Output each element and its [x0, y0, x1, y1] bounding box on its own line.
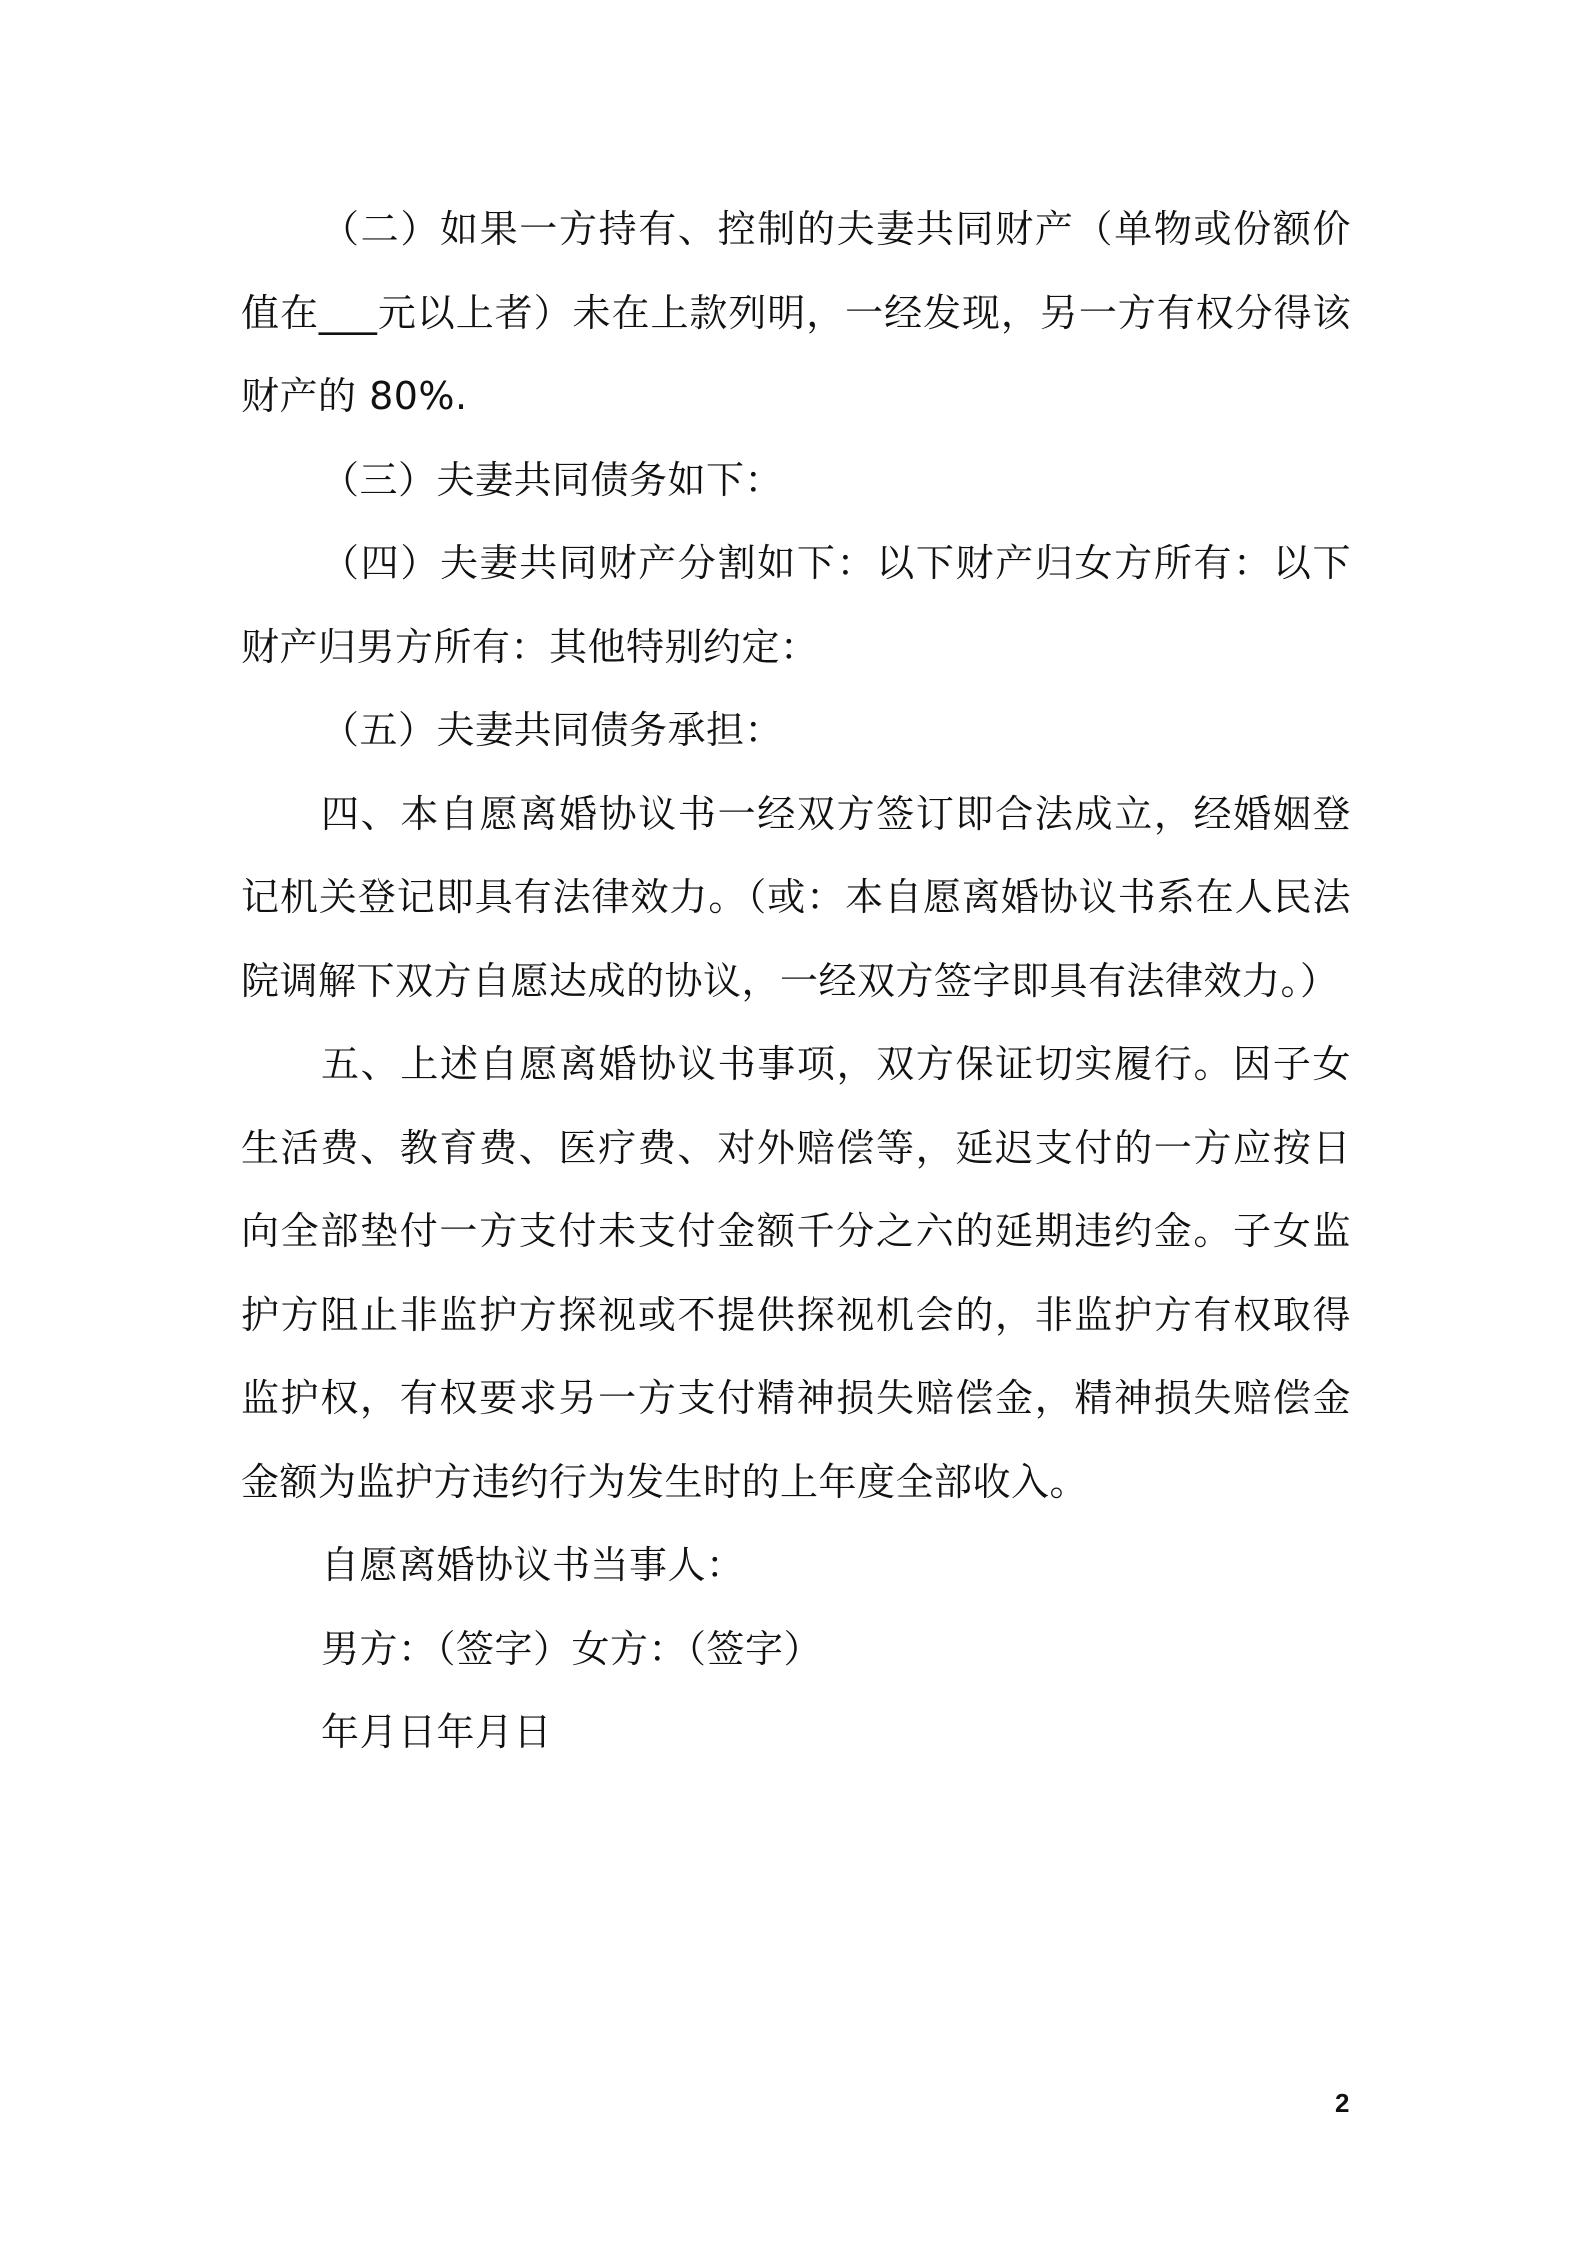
paragraph-clause-2-4: （四）夫妻共同财产分割如下：以下财产归女方所有：以下财产归男方所有：其他特别约定：: [241, 541, 1351, 669]
paragraph-clause-2-3: （三）夫妻共同债务如下：: [321, 457, 784, 502]
signature-line: 男方：（签字）女方：（签字）: [321, 1626, 823, 1671]
page-number: 2: [1335, 2088, 1350, 2118]
paragraph-clause-5: 五、上述自愿离婚协议书事项，双方保证切实履行。因子女生活费、教育费、医疗费、对外赔偿等，延迟支付的一方应按日向全部垫付一方支付未支付金额千分之六的延期违约金。子女监护方阻止非监护方探视或不提供探视机会的，非监护方有权取得监护权，有权要求另一方支付精神损失赔偿金，精神损失赔偿金金额为监护方违约行为发生时的上年度全部收入。: [241, 1042, 1351, 1504]
paragraph-clause-4: 四、本自愿离婚协议书一经双方签订即合法成立，经婚姻登记机关登记即具有法律效力。（或：本自愿离婚协议书系在人民法院调解下双方自愿达成的协议，一经双方签字即具有法律效力。）: [241, 791, 1351, 1003]
document-body: [241, 188, 1351, 1775]
paragraph-clause-2-5: （五）夫妻共同债务承担：: [321, 708, 784, 752]
paragraph-clause-2-2: （二）如果一方持有、控制的夫妻共同财产（单物或份额价值在___元以上者）未在上款列明，一经发现，另一方有权分得该财产的 80%.: [241, 207, 1351, 418]
date-line: 年月日年月日: [321, 1710, 553, 1754]
signature-parties-heading: 自愿离婚协议书当事人：: [321, 1543, 745, 1587]
